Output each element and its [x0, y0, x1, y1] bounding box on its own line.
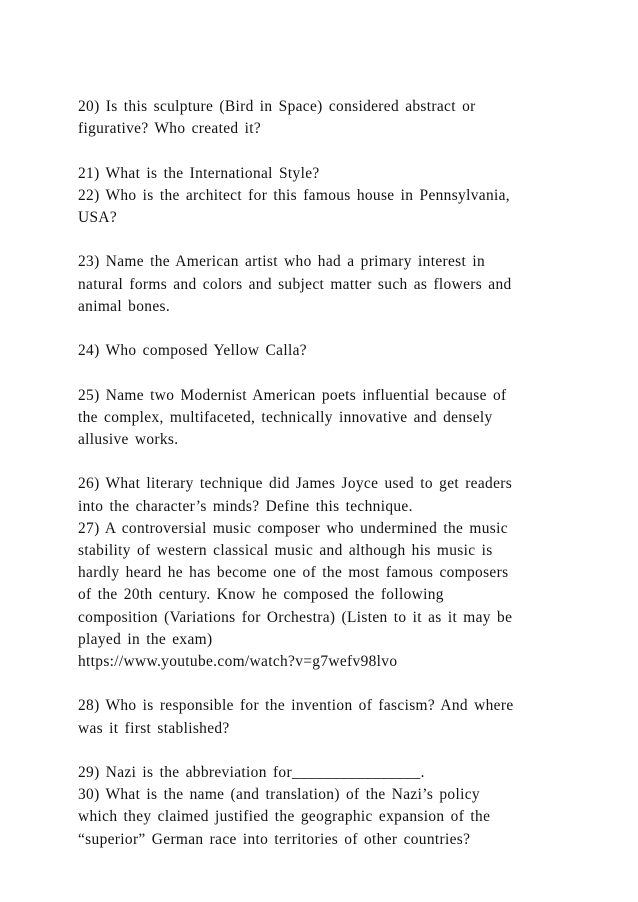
question-27-url: https://www.youtube.com/watch?v=g7wefv98lvo	[78, 653, 398, 670]
question-30-line-2: which they claimed justified the geographic expansion of the	[78, 808, 491, 826]
question-25-line-3: allusive works.	[78, 430, 179, 448]
question-23	[78, 251, 568, 318]
question-26	[78, 473, 568, 517]
question-27	[78, 518, 568, 673]
question-list	[78, 96, 568, 851]
question-20-line-1: 20) Is this sculpture (Bird in Space) considered abstract or	[78, 98, 476, 115]
paragraph-gap	[78, 673, 568, 695]
question-22-line-1: 22) Who is the architect for this famous house in Pennsylvania,	[78, 186, 511, 204]
question-20-line-2: figurative? Who created it?	[78, 120, 262, 138]
question-28-line-1: 28) Who is responsible for the invention of fascism? And where	[78, 697, 514, 715]
question-25-line-2: the complex, multifaceted, technically innovative and densely	[78, 408, 493, 426]
question-28	[78, 695, 568, 739]
question-23-line-3: animal bones.	[78, 297, 171, 315]
question-24-line-1: 24) Who composed Yellow Calla?	[78, 342, 307, 360]
paragraph-gap	[78, 740, 568, 762]
question-30-line-1: 30) What is the name (and translation) of the Nazi’s policy	[78, 786, 480, 804]
question-23-line-1: 23) Name the American artist who had a primary interest in	[78, 253, 485, 271]
question-22	[78, 185, 568, 229]
question-29-line-1: 29) Nazi is the abbreviation for________________.	[78, 763, 425, 781]
paragraph-gap	[78, 362, 568, 384]
question-25-line-1: 25) Name two Modernist American poets influential because of	[78, 386, 507, 404]
question-26-line-1: 26) What literary technique did James Joyce used to get readers	[78, 475, 513, 493]
question-26-line-2: into the character’s minds? Define this technique.	[78, 497, 413, 515]
question-28-line-2: was it first stablished?	[78, 719, 230, 737]
question-21	[78, 163, 568, 185]
question-22-line-2: USA?	[78, 209, 118, 226]
paragraph-gap	[78, 229, 568, 251]
question-27-line-4: of the 20th century. Know he composed the following	[78, 586, 444, 604]
question-24	[78, 340, 568, 362]
question-27-line-6: played in the exam)	[78, 630, 213, 648]
question-27-line-1: 27) A controversial music composer who undermined the music	[78, 519, 508, 537]
paragraph-gap	[78, 318, 568, 340]
paragraph-gap	[78, 140, 568, 162]
question-27-line-3: hardly heard he has become one of the most famous composers	[78, 564, 509, 582]
question-20	[78, 96, 568, 140]
question-30-line-3: “superior” German race into territories of other countries?	[78, 830, 471, 848]
paragraph-gap	[78, 451, 568, 473]
question-21-line-1: 21) What is the International Style?	[78, 164, 320, 182]
question-29	[78, 762, 568, 784]
question-23-line-2: natural forms and colors and subject matter such as flowers and	[78, 275, 512, 293]
question-25	[78, 385, 568, 452]
question-30	[78, 784, 568, 851]
question-27-line-5: composition (Variations for Orchestra) (Listen to it as it may be	[78, 608, 513, 626]
question-27-line-2: stability of western classical music and although his music is	[78, 541, 493, 559]
